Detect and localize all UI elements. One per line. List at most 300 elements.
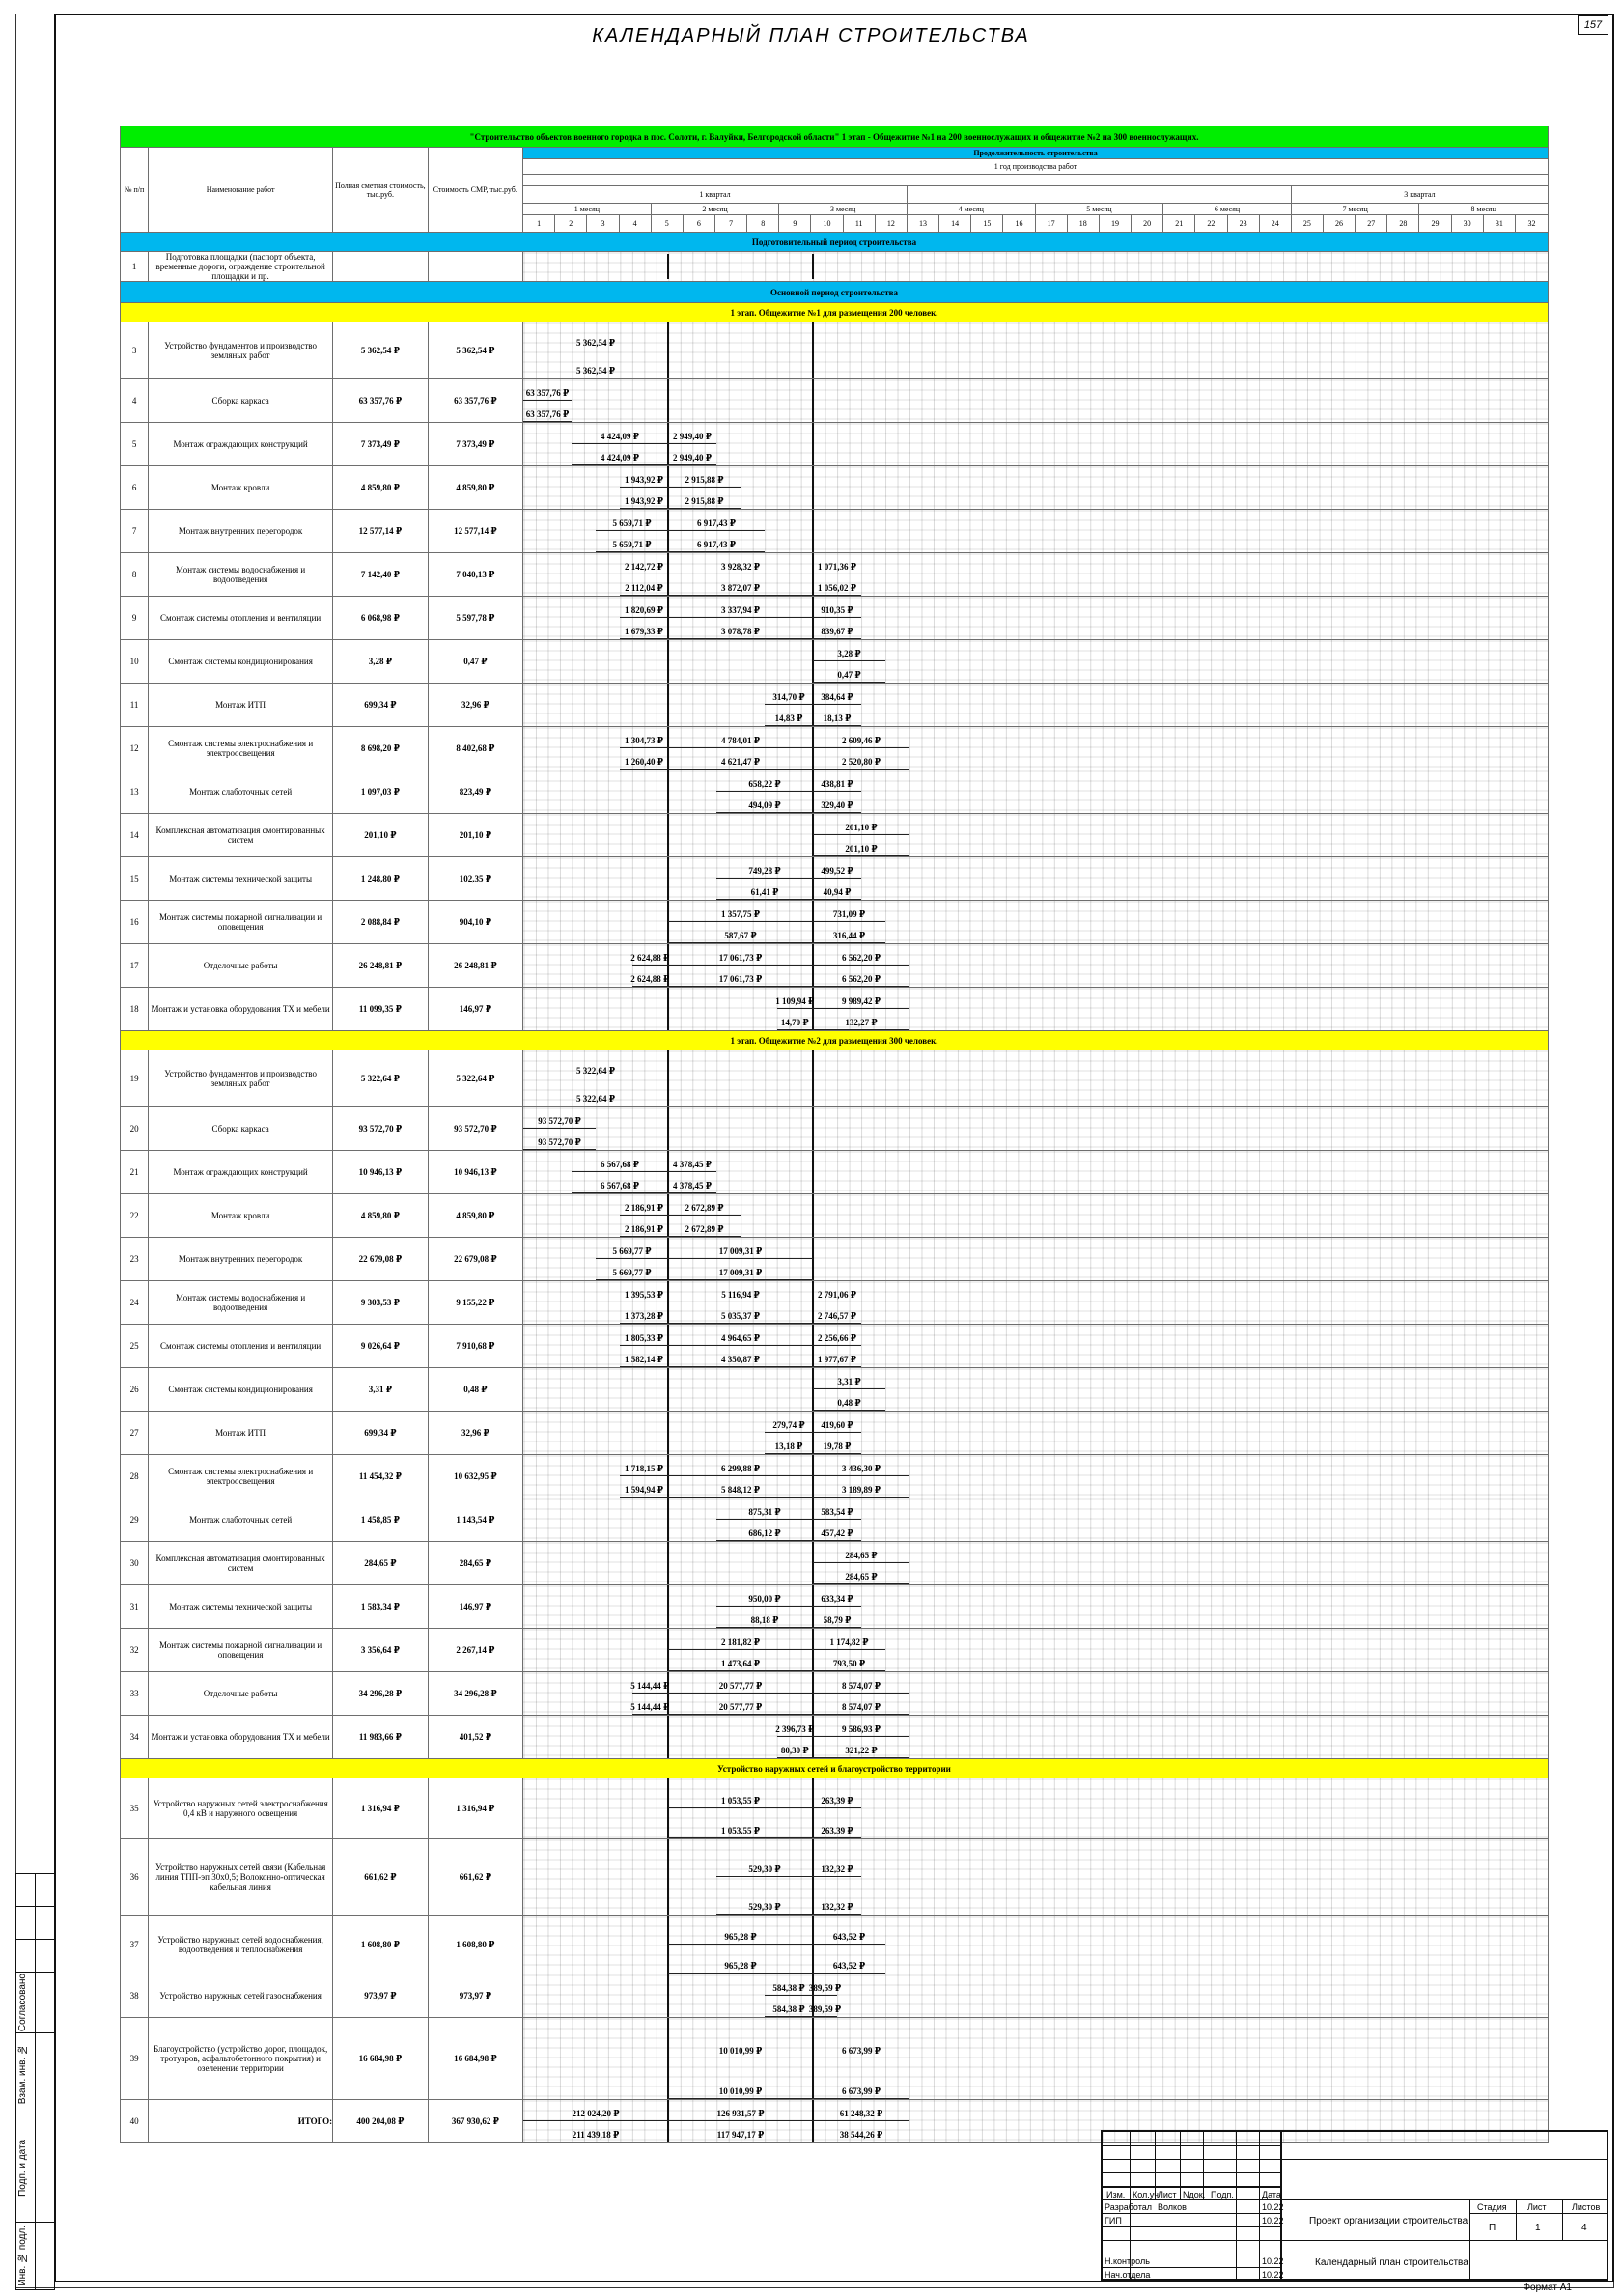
schedule-cell [523,1281,1549,1325]
schedule-bar [813,878,861,879]
quarter-divider [812,1238,814,1280]
schedule-cell [523,901,1549,944]
quarter-divider [812,857,814,900]
stamp-kol: Кол.уч [1133,2190,1159,2199]
total-cost: 11 454,32 ₽ [333,1455,428,1498]
schedule-bar-value: 279,74 ₽ [772,1420,805,1430]
row-number: 30 [121,1542,149,1585]
schedule-bar [668,1475,813,1476]
schedule-bar [620,1215,668,1216]
schedule-bar [813,1029,909,1030]
schedule-bar [765,1995,813,1996]
schedule-bar-value: 132,32 ₽ [821,1864,853,1874]
work-name: Сборка каркаса [149,1107,333,1151]
schedule-cell [523,1107,1549,1151]
quarter-divider [667,1412,669,1454]
quarter-divider [812,1629,814,1671]
week-header: 24 [1259,215,1291,233]
schedule-bar-value: 10 010,99 ₽ [718,2086,763,2096]
month-header: 4 месяц [907,204,1035,215]
schedule-bar [813,747,909,748]
schedule-bar-value: 950,00 ₽ [748,1594,781,1604]
schedule-bar-value: 1 805,33 ₽ [625,1333,664,1343]
schedule-bar-value: 10 010,99 ₽ [718,2046,763,2056]
quarter-divider [667,1151,669,1193]
week-header: 11 [843,215,875,233]
schedule-bar-value: 2 520,80 ₽ [842,757,881,767]
quarter-divider [667,1716,669,1758]
row-number: 4 [121,379,149,423]
table-row [121,322,1549,379]
row-number: 14 [121,814,149,857]
schedule-bar-value: 2 609,46 ₽ [842,736,881,745]
schedule-bar [620,747,668,748]
table-row [121,1542,1549,1585]
schedule-bar [813,1876,861,1877]
work-name: Монтаж системы технической защиты [149,857,333,901]
table-row [121,1498,1549,1542]
work-name: Благоустройство (устройство дорог, площадок, тротуаров, асфальтобетонного покрытия) и озеленение территории [149,2018,333,2100]
row-number: 23 [121,1238,149,1281]
work-name: Устройство наружных сетей связи (Кабельная линия ТПП-эп 30х0,5; Волоконно-оптическая кабельная линия [149,1839,333,1916]
schedule-bar [813,660,885,661]
table-row [121,1974,1549,2018]
schedule-table [120,126,1549,2143]
week-header: 23 [1227,215,1259,233]
schedule-bar-value: 643,52 ₽ [832,1961,866,1971]
schedule-bar-value: 5 669,77 ₽ [612,1268,652,1277]
table-row [121,1412,1549,1455]
schedule-cell [523,1151,1549,1194]
row-number: 6 [121,466,149,510]
schedule-bar-value: 58,79 ₽ [823,1615,852,1625]
table-row [121,2018,1549,2100]
schedule-bar-value: 1 260,40 ₽ [625,757,664,767]
schedule-bar-value: 2 256,66 ₽ [818,1333,857,1343]
schedule-bar-value: 6 917,43 ₽ [697,518,737,528]
smr-cost: 5 362,54 ₽ [428,322,522,379]
schedule-bar-value: 263,39 ₽ [821,1826,853,1835]
row-number: 13 [121,770,149,814]
table-row [121,1107,1549,1151]
quarter-divider [812,553,814,596]
schedule-bar-value: 6 673,99 ₽ [842,2086,881,2096]
quarter-divider [667,1455,669,1498]
schedule-bar [668,965,813,966]
schedule-bar-value: 212 024,20 ₽ [572,2109,620,2118]
schedule-bar-value: 17 009,31 ₽ [718,1246,763,1256]
schedule-cell [523,322,1549,379]
podp-label: Подп. и дата [17,2140,28,2198]
row-number: 17 [121,944,149,988]
quarter-divider [812,1672,814,1715]
smr-cost: 284,65 ₽ [428,1542,522,1585]
stamp-listov-value: 4 [1581,2223,1587,2233]
week-header: 20 [1132,215,1163,233]
quarter-divider [667,322,669,378]
row-number: 5 [121,423,149,466]
schedule-bar [813,921,885,922]
table-row [121,1455,1549,1498]
work-name: Монтаж слаботочных сетей [149,770,333,814]
schedule-bar [813,1606,861,1607]
schedule-cell [523,466,1549,510]
work-name: Устройство наружных сетей водоснабжения, водоотведения и теплоснабжения [149,1916,333,1974]
schedule-bar-value: 4 424,09 ₽ [601,453,640,462]
schedule-bar-value: 3 928,32 ₽ [721,562,761,572]
week-header: 30 [1451,215,1483,233]
work-name: Монтаж кровли [149,1194,333,1238]
schedule-bar-value: 314,70 ₽ [772,692,805,702]
schedule-bar-value: 0,47 ₽ [837,670,861,680]
smr-cost: 1 608,80 ₽ [428,1916,522,1974]
schedule-bar-value: 5 144,44 ₽ [630,1681,670,1691]
total-cost: 661,62 ₽ [333,1839,428,1916]
schedule-bar-value: 6 567,68 ₽ [601,1181,640,1190]
smr-cost: 102,35 ₽ [428,857,522,901]
quarter-divider [812,1455,814,1498]
smr-cost: 4 859,80 ₽ [428,1194,522,1238]
table-row [121,814,1549,857]
schedule-bar-value: 3 189,89 ₽ [842,1485,881,1495]
schedule-bar-value: 6 562,20 ₽ [842,953,881,963]
stamp-nkontr-date: 10.22 [1262,2256,1284,2266]
row-number: 37 [121,1916,149,1974]
schedule-bar [632,1693,668,1694]
smr-cost: 16 684,98 ₽ [428,2018,522,2100]
work-name: Монтаж системы технической защиты [149,1585,333,1629]
table-row [121,466,1549,510]
schedule-bar-value: 2 672,89 ₽ [685,1203,724,1213]
schedule-bar [620,1345,668,1346]
schedule-bar-value: 9 989,42 ₽ [842,996,881,1006]
schedule-bar [813,791,861,792]
schedule-cell [523,553,1549,597]
total-cost: 26 248,81 ₽ [333,944,428,988]
smr-cost: 5 597,78 ₽ [428,597,522,640]
schedule-bar-value: 321,22 ₽ [845,1746,878,1755]
section-header: Подготовительный период строительства [121,233,1549,252]
stamp-nach-date: 10.22 [1262,2270,1284,2280]
schedule-cell [523,1238,1549,1281]
schedule-bar-value: 63 357,76 ₽ [525,409,570,419]
work-name: Монтаж слаботочных сетей [149,1498,333,1542]
week-header: 13 [907,215,938,233]
schedule-bar [813,1345,861,1346]
schedule-bar [813,1562,909,1563]
schedule-bar-value: 38 544,26 ₽ [839,2130,883,2140]
smr-cost: 22 679,08 ₽ [428,1238,522,1281]
smr-cost: 367 930,62 ₽ [428,2100,522,2143]
week-header: 12 [875,215,907,233]
schedule-bar-value: 93 572,70 ₽ [538,1116,581,1126]
schedule-bar-value: 1 718,15 ₽ [625,1464,664,1473]
schedule-bar-value: 419,60 ₽ [821,1420,853,1430]
total-cost: 11 983,66 ₽ [333,1716,428,1759]
schedule-bar-value: 20 577,77 ₽ [718,1702,763,1712]
sheet-number: 157 [1578,15,1608,35]
section-header: 1 этап. Общежитие №2 для размещения 300 человек. [121,1031,1549,1050]
week-header: 1 [523,215,555,233]
total-cost: 16 684,98 ₽ [333,2018,428,2100]
work-name: Монтаж и установка оборудования ТХ и мебели [149,988,333,1031]
schedule-bar [813,1008,909,1009]
schedule-bar [668,1171,716,1172]
work-name: Смонтаж системы кондиционирования [149,1368,333,1412]
schedule-bar [716,1519,813,1520]
smr-cost: 10 946,13 ₽ [428,1151,522,1194]
row-number: 39 [121,2018,149,2100]
schedule-bar-value: 1 357,75 ₽ [721,910,761,919]
schedule-bar [813,1944,885,1945]
smr-cost: 904,10 ₽ [428,901,522,944]
total-cost: 4 859,80 ₽ [333,466,428,510]
quarter-divider [667,988,669,1030]
row-number: 25 [121,1325,149,1368]
smr-cost: 973,97 ₽ [428,1974,522,2018]
row-number: 20 [121,1107,149,1151]
schedule-bar-value: 88,18 ₽ [750,1615,779,1625]
schedule-bar-value: 457,42 ₽ [821,1528,853,1538]
schedule-bar-value: 1 943,92 ₽ [625,496,664,506]
schedule-bar-value: 686,12 ₽ [748,1528,781,1538]
row-number: 8 [121,553,149,597]
week-header: 26 [1323,215,1355,233]
week-header: 9 [779,215,811,233]
quarter-divider [667,1238,669,1280]
schedule-bar [668,1693,813,1694]
quarter-divider [812,1194,814,1237]
schedule-bar-value: 4 378,45 ₽ [673,1160,713,1169]
row-number: 22 [121,1194,149,1238]
smr-cost: 401,52 ₽ [428,1716,522,1759]
quarter-divider [812,1412,814,1454]
quarter-divider [667,1778,669,1838]
schedule-bar-value: 5 659,71 ₽ [612,518,652,528]
schedule-bar-value: 875,31 ₽ [748,1507,781,1517]
smr-cost [428,252,522,282]
table-row [121,1585,1549,1629]
schedule-bar-value: 965,28 ₽ [724,1932,757,1942]
week-header: 18 [1067,215,1099,233]
schedule-bar [572,1171,668,1172]
format-label: Формат А1 [1523,2282,1572,2293]
schedule-bar-value: 2 915,88 ₽ [685,475,724,485]
schedule-bar-value: 4 784,01 ₽ [721,736,761,745]
schedule-cell [523,1194,1549,1238]
schedule-bar-value: 3,31 ₽ [837,1377,861,1386]
work-name: Смонтаж системы электроснабжения и электроосвещения [149,1455,333,1498]
schedule-bar-value: 4 350,87 ₽ [721,1355,761,1364]
quarter-divider [812,988,814,1030]
schedule-bar-value: 389,59 ₽ [808,1983,842,1993]
smr-cost: 146,97 ₽ [428,988,522,1031]
schedule-bar-value: 9 586,93 ₽ [842,1724,881,1734]
schedule-cell [523,1325,1549,1368]
smr-cost: 7 040,13 ₽ [428,553,522,597]
schedule-bar-value: 6 917,43 ₽ [697,540,737,549]
col-header-smr: Стоимость СМР, тыс.руб. [428,148,522,233]
total-cost: 1 316,94 ₽ [333,1778,428,1839]
schedule-bar-value: 2 624,88 ₽ [630,974,670,984]
schedule-bar-value: 5 659,71 ₽ [612,540,652,549]
schedule-bar-value: 316,44 ₽ [832,931,866,940]
row-number: 12 [121,727,149,770]
quarter-divider [667,423,669,465]
quarter-divider [667,1629,669,1671]
table-row [121,988,1549,1031]
total-cost: 201,10 ₽ [333,814,428,857]
week-header: 8 [747,215,779,233]
quarter-divider [667,510,669,552]
schedule-bar-value: 5 116,94 ₽ [721,1290,760,1300]
schedule-cell [523,684,1549,727]
schedule-bar-value: 2 791,06 ₽ [818,1290,857,1300]
schedule-bar [668,443,716,444]
schedule-bar-value: 5 144,44 ₽ [630,1702,670,1712]
schedule-bar-value: 1 373,28 ₽ [625,1311,664,1321]
week-header: 4 [619,215,651,233]
schedule-bar-value: 494,09 ₽ [748,800,781,810]
schedule-bar-value: 2 949,40 ₽ [673,432,713,441]
table-row [121,857,1549,901]
schedule-bar [813,2120,909,2121]
table-row [121,1281,1549,1325]
total-cost: 3,28 ₽ [333,640,428,684]
schedule-cell [523,1050,1549,1107]
col-header-num: № п/п [121,148,149,233]
schedule-bar [813,1736,909,1737]
work-name: Монтаж ограждающих конструкций [149,423,333,466]
schedule-bar [668,1807,813,1808]
total-cost: 699,34 ₽ [333,1412,428,1455]
schedule-bar-value: 6 299,88 ₽ [721,1464,761,1473]
total-cost: 284,65 ₽ [333,1542,428,1585]
schedule-bar-value: 14,83 ₽ [774,714,803,723]
quarter-divider [812,1542,814,1584]
schedule-bar-value: 61,41 ₽ [750,887,779,897]
schedule-bar [777,1008,813,1009]
schedule-bar-value: 2 624,88 ₽ [630,953,670,963]
quarter-divider [812,1498,814,1541]
week-header: 17 [1035,215,1067,233]
quarter-divider [812,727,814,770]
quarter-divider [667,2100,669,2142]
smr-cost: 10 632,95 ₽ [428,1455,522,1498]
schedule-bar-value: 749,28 ₽ [748,866,781,876]
quarter-divider [667,727,669,770]
row-number: 18 [121,988,149,1031]
schedule-bar [596,530,668,531]
quarter-divider [812,1778,814,1838]
smr-cost: 0,48 ₽ [428,1368,522,1412]
work-name: Комплексная автоматизация смонтированных систем [149,1542,333,1585]
quarter-divider [812,466,814,509]
work-name: Отделочные работы [149,1672,333,1716]
work-name: Устройство фундаментов и производство земляных работ [149,322,333,379]
row-number: 29 [121,1498,149,1542]
schedule-cell [523,640,1549,684]
schedule-bar-value: 211 439,18 ₽ [572,2130,620,2140]
quarter-divider [667,640,669,683]
week-header: 27 [1356,215,1387,233]
schedule-bar [620,617,668,618]
quarter-divider [667,1585,669,1628]
schedule-bar-value: 1 395,53 ₽ [625,1290,664,1300]
table-row [121,1238,1549,1281]
table-row [121,1916,1549,1974]
table-row [121,1629,1549,1672]
row-number: 31 [121,1585,149,1629]
total-cost: 1 248,80 ₽ [333,857,428,901]
schedule-bar [668,1944,813,1945]
smr-cost: 0,47 ₽ [428,640,522,684]
schedule-bar-value: 793,50 ₽ [832,1659,866,1668]
week-header: 21 [1163,215,1195,233]
schedule-bar [572,443,668,444]
month-header: 6 месяц [1163,204,1292,215]
work-name: Устройство наружных сетей электроснабжения 0,4 кВ и наружного освещения [149,1778,333,1839]
project-banner: "Строительство объектов военного городка в пос. Солоти, г. Валуйки, Белгородской области" 1 этап - Общежитие №1 на 200 военнослужащих и общежитие №2 на 300 военнослужащих. [121,126,1549,148]
table-row [121,597,1549,640]
schedule-bar-value: 329,40 ₽ [821,800,853,810]
schedule-cell [523,2018,1549,2100]
schedule-bar-value: 2 186,91 ₽ [625,1224,664,1234]
schedule-bar-value: 2 181,82 ₽ [721,1638,761,1647]
work-name: Монтаж системы водоснабжения и водоотведения [149,1281,333,1325]
quarter-divider [667,379,669,422]
quarter-divider [812,2018,814,2099]
stamp-sheet-name: Календарный план строительства [1315,2257,1468,2268]
row-number: 24 [121,1281,149,1325]
row-number: 11 [121,684,149,727]
stamp-izm: Изм. [1106,2190,1126,2199]
schedule-bar-value: 3 872,07 ₽ [721,583,761,593]
quarter-divider [667,1916,669,1974]
schedule-bar-value: 1 943,92 ₽ [625,475,664,485]
smr-cost: 1 316,94 ₽ [428,1778,522,1839]
quarter-divider [667,814,669,856]
schedule-bar [813,834,909,835]
schedule-bar-value: 965,28 ₽ [724,1961,757,1971]
total-cost: 34 296,28 ₽ [333,1672,428,1716]
week-header: 25 [1291,215,1323,233]
quarter-divider [812,379,814,422]
schedule-bar-value: 6 562,20 ₽ [842,974,881,984]
schedule-bar-value: 4 964,65 ₽ [721,1333,761,1343]
schedule-bar-value: 284,65 ₽ [845,1572,878,1582]
schedule-bar [813,1432,861,1433]
month-header: 2 месяц [651,204,779,215]
row-number: 32 [121,1629,149,1672]
row-number: 27 [121,1412,149,1455]
schedule-bar-value: 5 322,64 ₽ [576,1094,616,1104]
title-block [1101,2130,1608,2281]
table-row [121,510,1549,553]
week-header: 16 [1003,215,1035,233]
schedule-bar [813,617,861,618]
total-cost: 699,34 ₽ [333,684,428,727]
total-cost: 3,31 ₽ [333,1368,428,1412]
schedule-bar-value: 529,30 ₽ [748,1902,781,1912]
table-row [121,379,1549,423]
total-cost: 4 859,80 ₽ [333,1194,428,1238]
duration-header: Продолжительность строительства [523,148,1549,159]
quarter-divider [667,597,669,639]
quarter-divider [812,423,814,465]
schedule-bar-value: 263,39 ₽ [821,1796,853,1806]
schedule-bar-value: 18,13 ₽ [823,714,852,723]
